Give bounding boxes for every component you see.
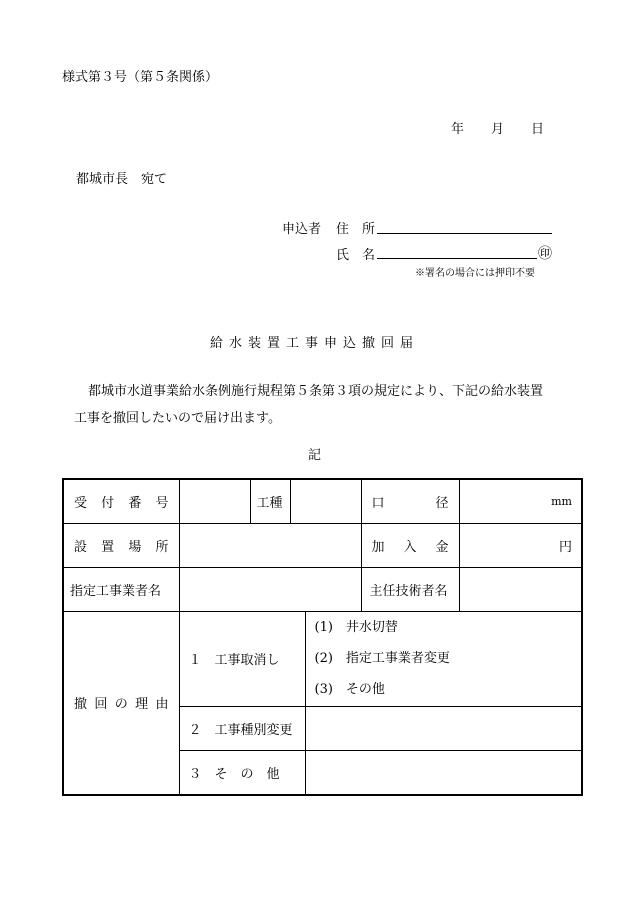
addressee: 都城市長 宛て: [76, 172, 168, 187]
name-label: 氏 名: [336, 248, 376, 263]
date-year: 年: [451, 122, 465, 137]
contractor-value[interactable]: [179, 567, 361, 611]
applicant-label: 申込者: [282, 222, 322, 237]
connection-fee-label: 加 入 金: [361, 523, 459, 567]
reason1-label: １ 工事取消し: [179, 611, 305, 706]
diameter-value[interactable]: mm: [459, 479, 582, 523]
reason1-options[interactable]: [305, 611, 582, 706]
address-label: 住 所: [336, 222, 376, 237]
connection-fee-value[interactable]: 円: [459, 523, 582, 567]
reason1-option-2[interactable]: (2) 指定工事業者変更: [314, 651, 450, 666]
diameter-label: 口 径: [361, 479, 459, 523]
reason-label: 撤 回 の 理 由: [63, 611, 179, 795]
reason3-label: ３ そ の 他: [179, 750, 305, 795]
construction-type-label: 工種: [250, 479, 290, 523]
name-input-line[interactable]: [377, 258, 537, 259]
body-line-1: 都城市水道事業給水条例施行規程第５条第３項の規定により、下記の給水装置: [88, 384, 544, 399]
construction-type-value[interactable]: [290, 479, 361, 523]
contractor-label: 指定工事業者名: [63, 567, 179, 611]
seal-mark: ㊞: [538, 246, 552, 262]
seal-note: ※署名の場合には押印不要: [415, 268, 535, 279]
reason1-option-3[interactable]: (3) その他: [314, 682, 385, 697]
reception-number-value[interactable]: [179, 479, 250, 523]
chief-engineer-label: 主任技術者名: [361, 567, 459, 611]
withdrawal-form-table: [62, 478, 583, 796]
address-input-line[interactable]: [377, 233, 552, 234]
date-month: 月: [491, 122, 505, 137]
reason1-option-1[interactable]: (1) 井水切替: [314, 620, 398, 635]
location-label: 設 置 場 所: [63, 523, 179, 567]
date-day: 日: [531, 122, 545, 137]
reception-number-label: 受 付 番 号: [63, 479, 179, 523]
reason3-value[interactable]: [305, 750, 582, 795]
form-number: 様式第３号（第５条関係）: [62, 70, 219, 85]
reason2-value[interactable]: [305, 706, 582, 750]
body-line-2: 工事を撤回したいので届け出ます。: [74, 411, 281, 426]
location-value[interactable]: [179, 523, 361, 567]
ki-mark: 記: [308, 448, 322, 463]
date-field: [451, 118, 545, 137]
chief-engineer-value[interactable]: [459, 567, 582, 611]
form-title: 給水装置工事申込撤回届: [210, 336, 420, 351]
reason2-label: ２ 工事種別変更: [179, 706, 305, 750]
